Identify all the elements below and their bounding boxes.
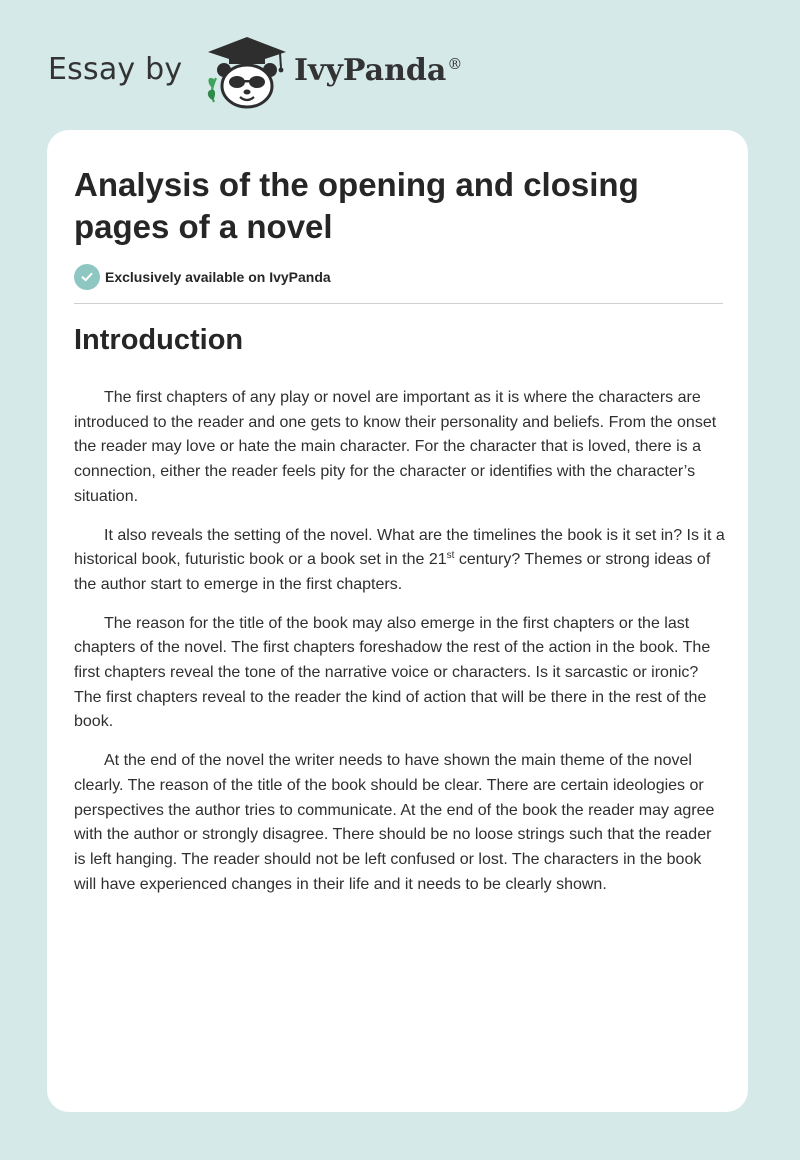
brand-name: IvyPanda® — [294, 53, 463, 88]
essay-by-label: Essay by — [48, 52, 183, 87]
paragraph: It also reveals the setting of the novel. What are the timelines the book is it set in? Is it a historical book, futuristic book or a book set in the 21st century? Themes or strong ideas of the author start to emerge in the first chapters. — [74, 526, 725, 593]
site-header — [48, 34, 508, 110]
registered-mark: ® — [447, 55, 463, 73]
superscript: st — [446, 550, 455, 562]
check-icon — [74, 264, 100, 290]
essay-card — [47, 130, 748, 1112]
essay-body — [74, 386, 726, 911]
paragraph: The first chapters of any play or novel are important as it is where the characters are introduced to the reader and one gets to know their personality and beliefs. From the onset the reader may love or hate the main character. For the character that is loved, there is a connection, either the reader feels pity for the character or identifies with the character’s situation. — [74, 389, 717, 505]
exclusive-badge — [74, 263, 331, 290]
section-heading: Introduction — [74, 324, 244, 356]
title-divider — [74, 303, 723, 304]
exclusive-badge-label: Exclusively available on IvyPanda — [105, 268, 331, 285]
ivypanda-logo-icon[interactable] — [202, 34, 292, 110]
essay-title: Analysis of the opening and closing pages of a novel — [74, 166, 639, 245]
paragraph: The reason for the title of the book may also emerge in the first chapters or the last chapters of the novel. The first chapters foreshadow the rest of the action in the book. The first chapters reveal the tone of the narrative voice or characters. Is it sarcastic or ironic? The first chapters reveal to the reader the kind of action that will be there in the rest of the book. — [74, 614, 711, 731]
paragraph: At the end of the novel the writer needs to have shown the main theme of the novel clearly. The reason of the title of the book should be clear. There are certain ideologies or perspectives the author tries to communicate. At the end of the book the reader may agree with the author or strongly disagree. There should be no loose strings such that the reader is left hanging. The reader should not be left confused or lost. The characters in the book will have experienced changes in their life and it needs to be clearly shown. — [74, 752, 715, 893]
